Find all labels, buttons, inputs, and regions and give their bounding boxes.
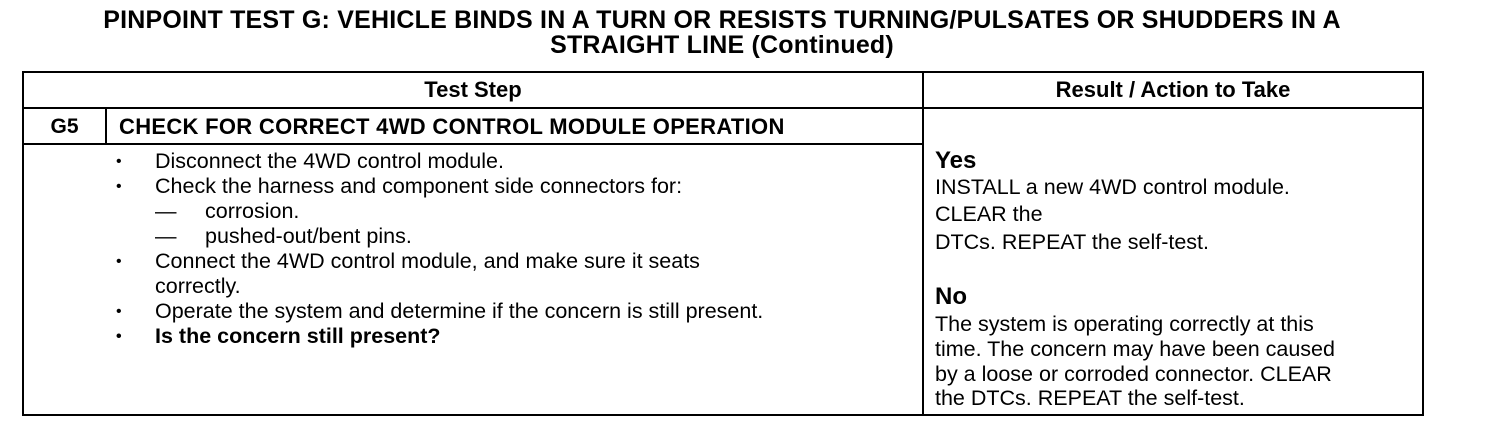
page-title-line-1: PINPOINT TEST G: VEHICLE BINDS IN A TURN OR RESISTS TURNING/PULSATES OR SHUDDERS IN A: [103, 6, 1341, 34]
result-no-line: time. The concern may have been caused: [935, 337, 1335, 361]
result-yes-line: INSTALL a new 4WD control module.: [935, 175, 1290, 199]
dash-icon: —: [155, 224, 177, 248]
step-title: CHECK FOR CORRECT 4WD CONTROL MODULE OPERATION: [119, 114, 785, 139]
step-id: G5: [50, 115, 79, 138]
procedure-item-text: Operate the system and determine if the concern is still present.: [155, 299, 764, 323]
step-id-divider: [105, 109, 107, 143]
procedure-item: [116, 249, 700, 274]
result-no-label: No: [935, 283, 967, 310]
bullet-icon: •: [116, 178, 122, 195]
result-yes-line: DTCs. REPEAT the self-test.: [935, 230, 1209, 254]
procedure-question-text: Is the concern still present?: [155, 324, 441, 348]
step-title-divider: [24, 143, 922, 145]
page-title: [0, 8, 1444, 58]
bullet-icon: •: [116, 303, 122, 320]
procedure-subitem-text: pushed-out/bent pins.: [205, 224, 412, 248]
procedure-item-text: Check the harness and component side connectors for:: [155, 174, 683, 198]
header-test-step: Test Step: [424, 77, 522, 102]
dash-icon: —: [155, 199, 177, 223]
procedure-question: [116, 324, 441, 349]
result-yes-line: CLEAR the: [935, 202, 1043, 226]
column-divider: [922, 73, 924, 414]
procedure-subitem: [155, 199, 299, 224]
procedure-item-text: Disconnect the 4WD control module.: [155, 149, 504, 173]
procedure-item-text: Connect the 4WD control module, and make sure it seats: [155, 249, 700, 273]
header-result-action: Result / Action to Take: [1055, 77, 1291, 102]
bullet-icon: •: [116, 253, 122, 270]
procedure-subitem: [155, 224, 412, 249]
procedure-item: [116, 299, 763, 324]
header-divider: [24, 107, 1422, 109]
bullet-icon: •: [116, 153, 122, 170]
page-title-line-2: STRAIGHT LINE (Continued): [550, 31, 894, 59]
procedure-item: [116, 174, 682, 199]
bullet-icon: •: [116, 328, 122, 345]
result-no-line: the DTCs. REPEAT the self-test.: [935, 386, 1245, 410]
procedure-item-text: correctly.: [155, 274, 241, 298]
procedure-item: [116, 149, 504, 174]
result-no-line: The system is operating correctly at this: [935, 312, 1314, 336]
result-yes-label: Yes: [935, 147, 977, 174]
result-no-line: by a loose or corroded connector. CLEAR: [935, 362, 1332, 386]
pinpoint-test-table: [22, 71, 1424, 416]
procedure-subitem-text: corrosion.: [205, 199, 300, 223]
procedure-item-continuation: [155, 274, 241, 299]
